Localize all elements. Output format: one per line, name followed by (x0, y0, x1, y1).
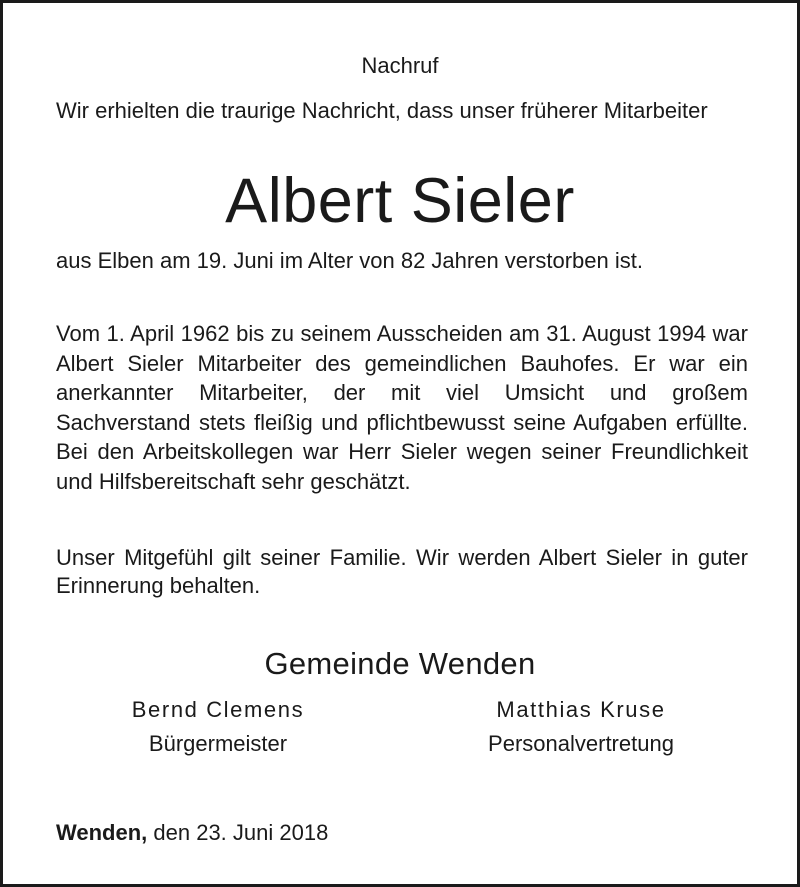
organization-name: Gemeinde Wenden (264, 646, 536, 681)
career-paragraph: Vom 1. April 1962 bis zu seinem Ausscheiden am 31. August 1994 war Albert Sieler Mitarbeiter des gemeindlichen Bauhofes. Er war ein anerkannter Mitarbeiter, der mit viel Umsicht und großem Sachverstand stets fleißig und pflichtbewusst seine Aufgaben erfüllte. Bei den Arbeitskollegen war Herr Sieler wegen seiner Freundlichkeit und Hilfsbereitschaft sehr geschätzt. (56, 321, 748, 494)
place-name: Wenden, (56, 820, 148, 845)
deceased-name: Albert Sieler (225, 166, 575, 236)
intro-paragraph: Wir erhielten die traurige Nachricht, dass unser früherer Mitarbeiter (56, 98, 708, 123)
signatory-name: Bernd Clemens (131, 697, 305, 722)
signature-block-staff-council (461, 693, 701, 761)
sympathy-paragraph: Unser Mitgefühl gilt seiner Familie. Wir werden Albert Sieler in guter Erinnerung behalten. (56, 545, 748, 598)
place-date-line (56, 818, 328, 848)
notice-date: den 23. Juni 2018 (153, 820, 329, 845)
signatory-name: Matthias Kruse (496, 697, 666, 722)
signatory-title: Personalvertretung (488, 731, 674, 756)
signature-block-mayor (98, 693, 338, 761)
death-info-paragraph: aus Elben am 19. Juni im Alter von 82 Jahren verstorben ist. (56, 248, 643, 273)
notice-heading: Nachruf (361, 53, 439, 78)
signatory-title: Bürgermeister (148, 731, 288, 756)
